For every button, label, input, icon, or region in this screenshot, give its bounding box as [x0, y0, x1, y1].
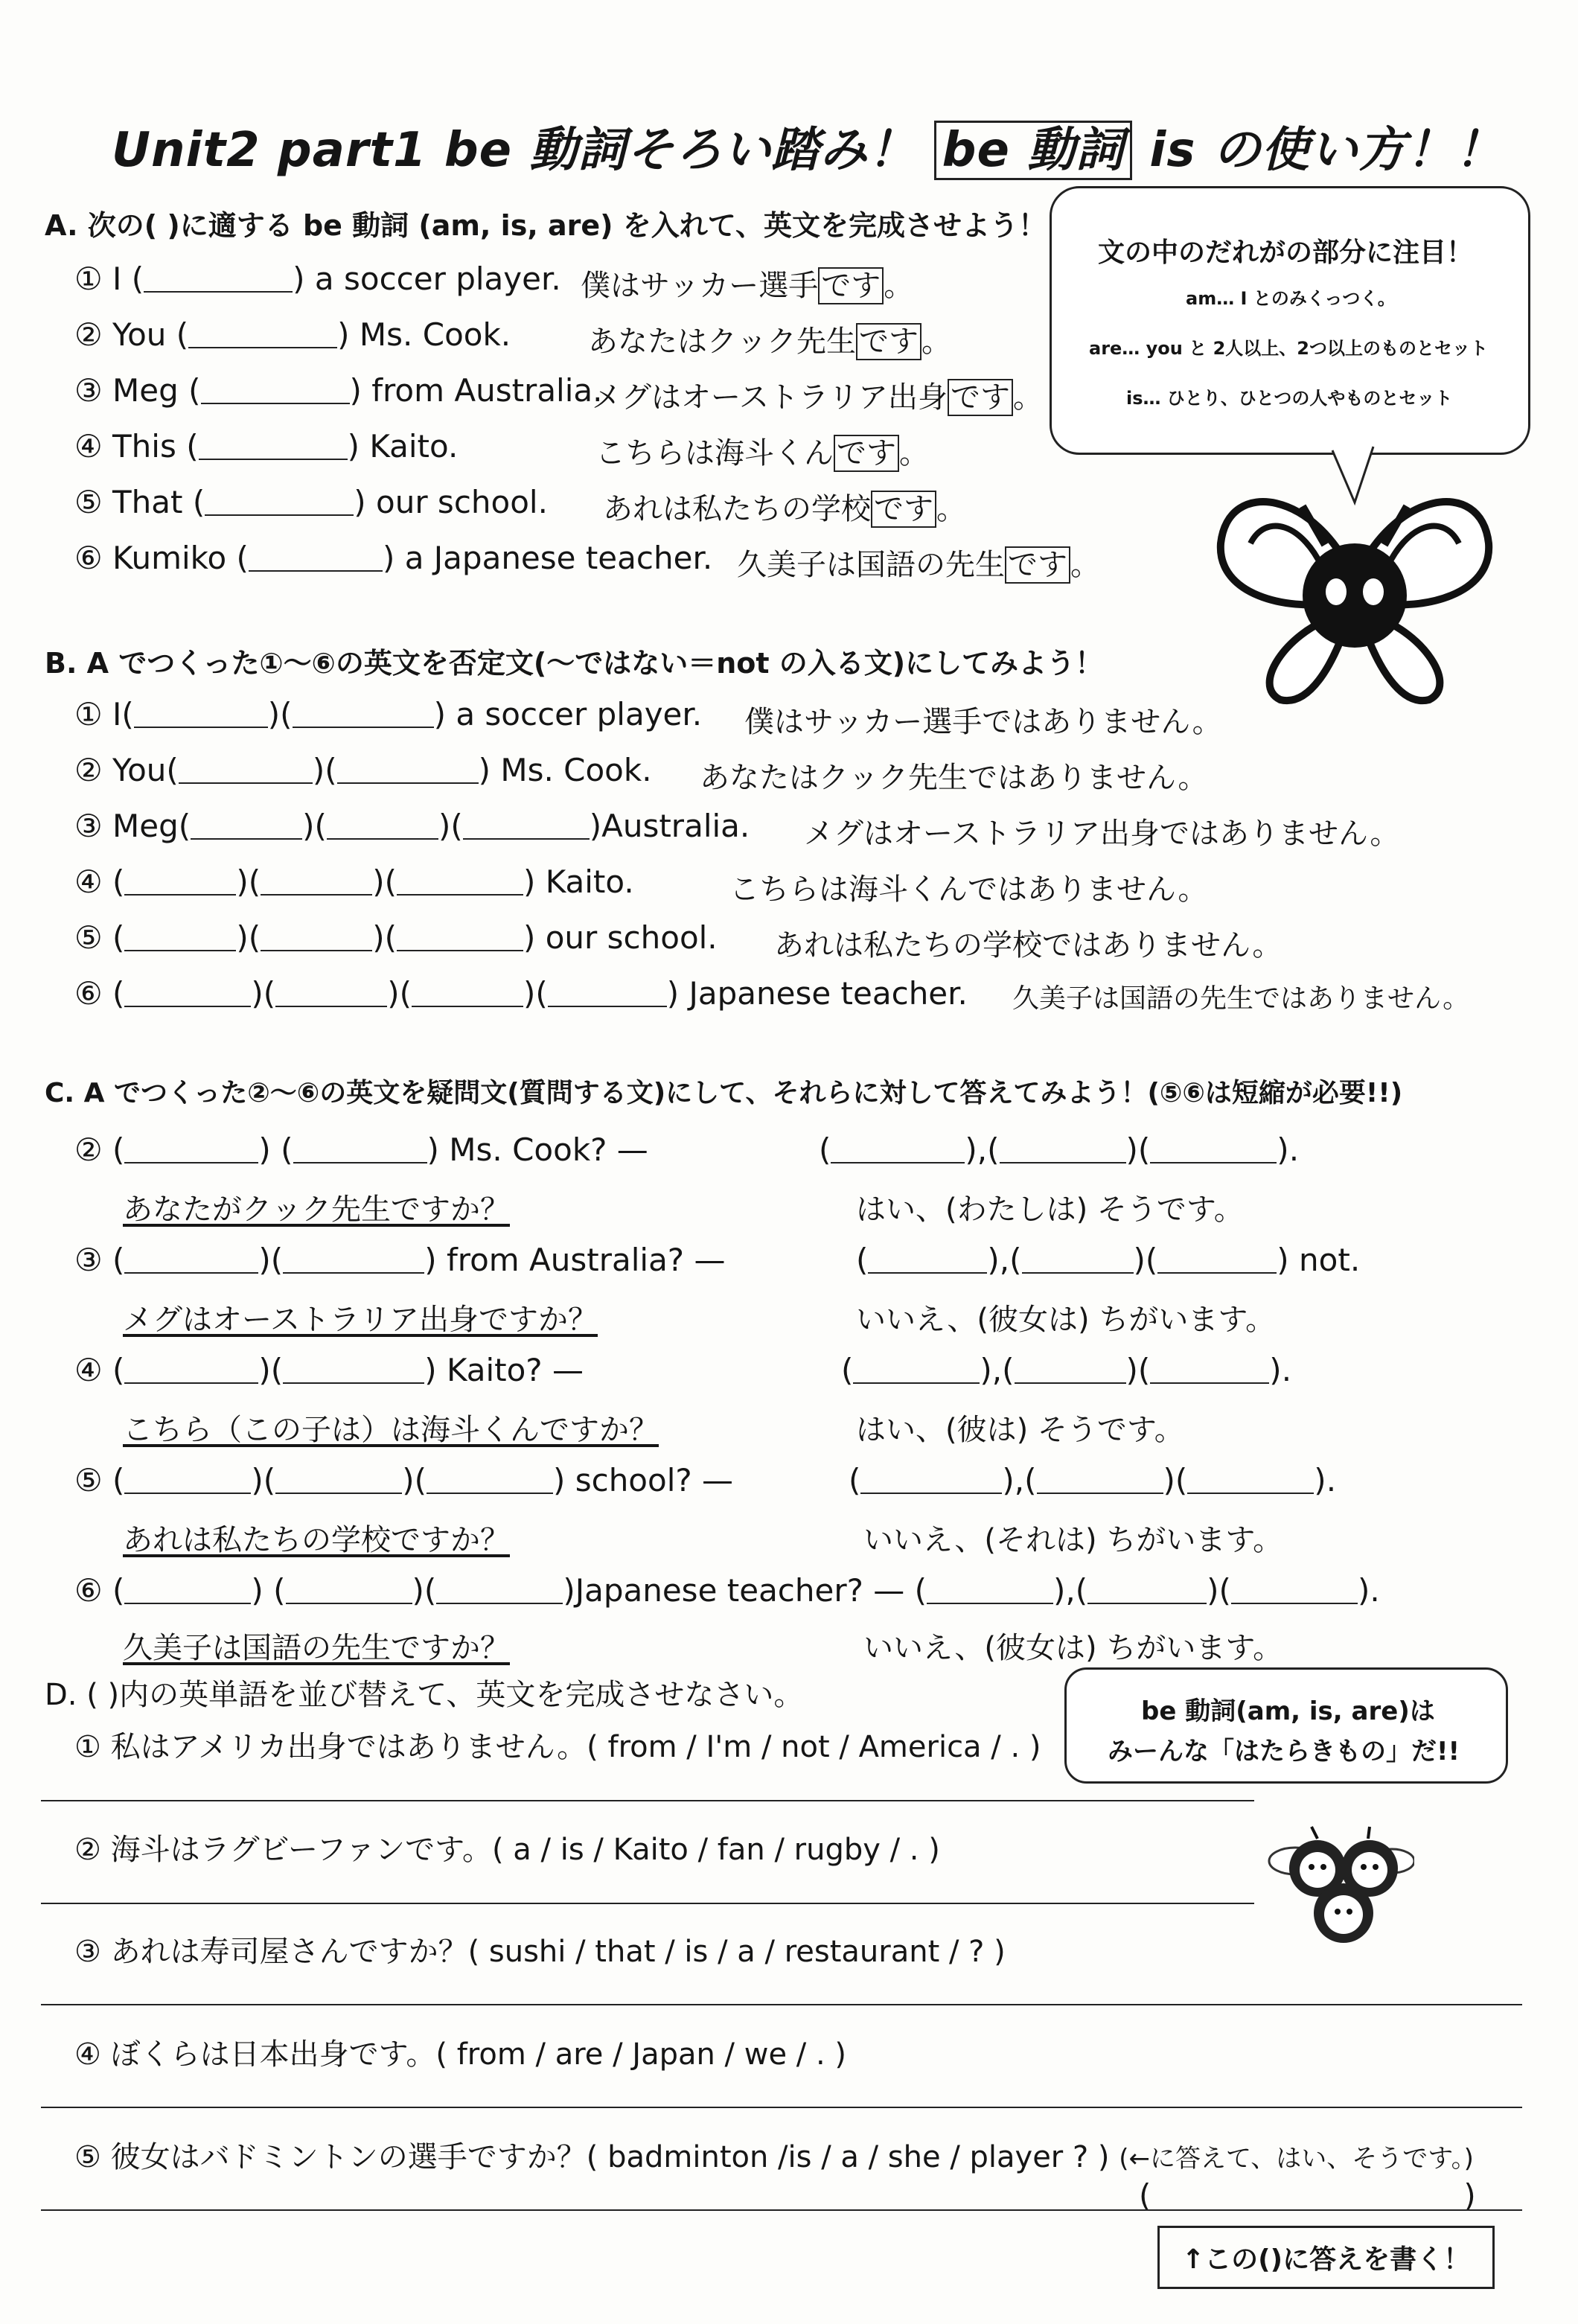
reorder-item: ① 私はアメリカ出身ではありません。( from / I'm / not / America / . ): [74, 1730, 1041, 1764]
title-boxed: be 動詞: [934, 121, 1133, 180]
answer-row: ( ),( )( ).: [849, 1462, 1337, 1498]
section-a-instruction: A. 次の( )に適する be 動詞 (am, is, are) を入れて、英文を完成させよう！: [45, 209, 1047, 242]
answer-blank[interactable]: [1231, 1576, 1358, 1604]
answer-blank[interactable]: [261, 867, 372, 896]
answer-blank[interactable]: [1187, 1466, 1314, 1494]
answer-line[interactable]: [41, 2004, 1522, 2005]
answer-blank[interactable]: [337, 756, 479, 784]
answer-blank[interactable]: [199, 432, 348, 460]
translation: あなたはクック先生 です 。: [588, 325, 951, 359]
section-b-instruction: B. A でつくった①～⑥の英文を否定文(～ではない＝not の入る文)にしてみよう！: [45, 647, 1104, 680]
answer-blank[interactable]: [275, 1466, 402, 1494]
answer-blank[interactable]: [548, 979, 667, 1007]
question-translation: あなたがクック先生ですか？: [123, 1193, 510, 1227]
answer-blank[interactable]: [249, 543, 383, 572]
answer-translation: いいえ、(彼女は) ちがいます。: [863, 1631, 1283, 1665]
bubble-heading: 文の中のだれがの部分に注目！: [1098, 237, 1474, 268]
short-answer-blank[interactable]: ( ): [1139, 2177, 1476, 2214]
answer-blank[interactable]: [205, 488, 354, 516]
answer-row: ( ),( )( ).: [841, 1352, 1292, 1388]
title-suffix: is の使い方！！: [1149, 123, 1504, 178]
reorder-note: (←に答えて、はい、そうです。): [1119, 2144, 1474, 2174]
list-item: ④ This ( ) Kaito.: [74, 428, 459, 465]
butterfly-icon: [1206, 462, 1504, 715]
answer-blank[interactable]: [201, 376, 350, 404]
answer-blank[interactable]: [275, 979, 387, 1007]
answer-blank[interactable]: [327, 811, 438, 840]
answer-blank[interactable]: [293, 700, 434, 728]
answer-blank[interactable]: [1015, 1356, 1126, 1384]
rules-speech-bubble: [1050, 186, 1530, 455]
question-translation: こちら（この子は）は海斗くんですか？: [123, 1413, 659, 1447]
answer-blank[interactable]: [397, 867, 523, 896]
question-translation: 久美子は国語の先生ですか？: [123, 1631, 510, 1665]
answer-blank[interactable]: [134, 700, 268, 728]
translation: あれは私たちの学校ではありません。: [774, 928, 1282, 963]
list-item: ⑤ That ( ) our school.: [74, 484, 548, 520]
hint-speech-bubble: [1064, 1667, 1508, 1784]
translation: こちらは海斗くんではありません。: [729, 872, 1208, 907]
hint-line-2: みーんな「はたらきもの」だ!!: [1108, 1737, 1460, 1766]
list-item: ⑥ Kumiko ( ) a Japanese teacher.: [74, 540, 713, 576]
translation: あなたはクック先生ではありません。: [700, 761, 1208, 795]
answer-blank[interactable]: [1022, 1245, 1134, 1274]
reorder-item: ③ あれは寿司屋さんですか？( sushi / that / is / a / restaurant / ? ): [74, 1935, 1006, 1969]
list-item: ① I( )( ) a soccer player.: [74, 696, 703, 732]
answer-blank[interactable]: [293, 1135, 427, 1163]
answer-blank[interactable]: [261, 923, 372, 951]
answer-blank[interactable]: [412, 979, 523, 1007]
answer-blank[interactable]: [283, 1356, 424, 1384]
translation: こちらは海斗くん です 。: [595, 436, 929, 470]
answer-blank[interactable]: [1087, 1576, 1207, 1604]
answer-blank[interactable]: [144, 264, 293, 293]
translation: メグはオーストラリア出身 です 。: [592, 380, 1043, 415]
translation: あれは私たちの学校 です 。: [603, 492, 966, 526]
answer-translation: はい、(わたしは) そうです。: [856, 1193, 1244, 1227]
answer-blank[interactable]: [124, 979, 251, 1007]
answer-blank[interactable]: [427, 1466, 553, 1494]
list-item: ② You ( ) Ms. Cook.: [74, 316, 511, 353]
list-item: ② You( )( ) Ms. Cook.: [74, 752, 652, 788]
answer-translation: いいえ、(彼女は) ちがいます。: [856, 1303, 1276, 1337]
answer-blank[interactable]: [1157, 1245, 1277, 1274]
answer-blank[interactable]: [927, 1576, 1053, 1604]
question-row: ⑥ ( ) ( )( )Japanese teacher? — ( ),( )( ).: [74, 1572, 1380, 1609]
question-row: ③ ( )( ) from Australia? —: [74, 1242, 726, 1278]
answer-blank[interactable]: [124, 1135, 258, 1163]
answer-translation: いいえ、(それは) ちがいます。: [863, 1523, 1283, 1557]
footer-note-box: ↑この()に答えを書く！: [1157, 2226, 1495, 2289]
answer-blank[interactable]: [124, 1245, 258, 1274]
rule-is: is… ひとり、ひとつの人やものとセット: [1126, 388, 1453, 409]
list-item: ⑤ ( )( )( ) our school.: [74, 919, 718, 956]
answer-blank[interactable]: [179, 756, 313, 784]
list-item: ④ ( )( )( ) Kaito.: [74, 863, 634, 900]
answer-blank[interactable]: [463, 811, 590, 840]
answer-line[interactable]: [41, 2209, 1522, 2211]
answer-row: ( ),( )( ).: [819, 1131, 1300, 1168]
answer-blank[interactable]: [860, 1466, 1002, 1494]
answer-blank[interactable]: [853, 1356, 980, 1384]
translation: 僕はサッカー選手ではありません。: [744, 705, 1222, 739]
answer-blank[interactable]: [1000, 1135, 1126, 1163]
list-item: ⑥ ( )( )( )( ) Japanese teacher.: [74, 975, 968, 1012]
title-prefix: Unit2 part1 be 動詞そろい踏み！: [112, 123, 917, 178]
answer-row: ( ),( )( ) not.: [856, 1242, 1361, 1278]
page-title: [112, 112, 1504, 180]
answer-blank[interactable]: [397, 923, 523, 951]
translation: 僕はサッカー選手 です 。: [581, 269, 914, 303]
answer-blank[interactable]: [1037, 1466, 1163, 1494]
question-translation: メグはオーストラリア出身ですか？: [123, 1303, 598, 1337]
answer-line[interactable]: [41, 2107, 1522, 2108]
rule-are: are… you と 2人以上、2つ以上のものとセット: [1089, 338, 1488, 359]
translation: 久美子は国語の先生ではありません。: [1012, 983, 1470, 1014]
answer-line[interactable]: [41, 1800, 1254, 1801]
rule-am: am… I とのみくっつく。: [1186, 288, 1396, 309]
answer-blank[interactable]: [1150, 1135, 1277, 1163]
list-item: ① I ( ) a soccer player.: [74, 261, 561, 297]
answer-blank[interactable]: [188, 320, 337, 348]
answer-blank[interactable]: [286, 1576, 412, 1604]
answer-blank[interactable]: [1150, 1356, 1269, 1384]
answer-blank[interactable]: [831, 1135, 965, 1163]
answer-translation: はい、(彼は) そうです。: [856, 1413, 1184, 1447]
answer-line[interactable]: [41, 1903, 1254, 1904]
answer-blank[interactable]: [124, 923, 236, 951]
answer-blank[interactable]: [868, 1245, 987, 1274]
question-row: ④ ( )( ) Kaito? —: [74, 1352, 584, 1388]
answer-blank[interactable]: [124, 1576, 251, 1604]
translation: 久美子は国語の先生 です 。: [737, 548, 1100, 582]
answer-blank[interactable]: [283, 1245, 424, 1274]
question-row: ② ( ) ( ) Ms. Cook? —: [74, 1131, 648, 1168]
translation: メグはオーストラリア出身ではありません。: [804, 817, 1400, 851]
bees-icon: [1265, 1809, 1414, 1958]
list-item: ③ Meg( )( )( )Australia.: [74, 808, 750, 844]
section-c-instruction: C. A でつくった②～⑥の英文を疑問文(質問する文)にして、それらに対して答えてみよう！(⑤⑥は短縮が必要!!): [45, 1078, 1403, 1108]
reorder-item: ② 海斗はラグビーファンです。( a / is / Kaito / fan / rugby / . ): [74, 1833, 940, 1867]
answer-blank[interactable]: [191, 811, 302, 840]
reorder-item: ⑤ 彼女はバドミントンの選手ですか？( badminton /is / a / she / player ? ) (←に答えて、はい、そうです。): [74, 2140, 1474, 2174]
answer-blank[interactable]: [124, 1356, 258, 1384]
answer-blank[interactable]: [436, 1576, 563, 1604]
reorder-item: ④ ぼくらは日本出身です。( from / are / Japan / we / . ): [74, 2037, 847, 2072]
answer-blank[interactable]: [124, 1466, 251, 1494]
list-item: ③ Meg ( ) from Australia.: [74, 372, 603, 409]
section-d-instruction: D. ( )内の英単語を並び替えて、英文を完成させなさい。: [45, 1678, 804, 1712]
question-row: ⑤ ( )( )( ) school? —: [74, 1462, 734, 1498]
answer-blank[interactable]: [124, 867, 236, 896]
hint-line-1: be 動詞(am, is, are)は: [1141, 1696, 1435, 1726]
question-translation: あれは私たちの学校ですか？: [123, 1523, 510, 1557]
